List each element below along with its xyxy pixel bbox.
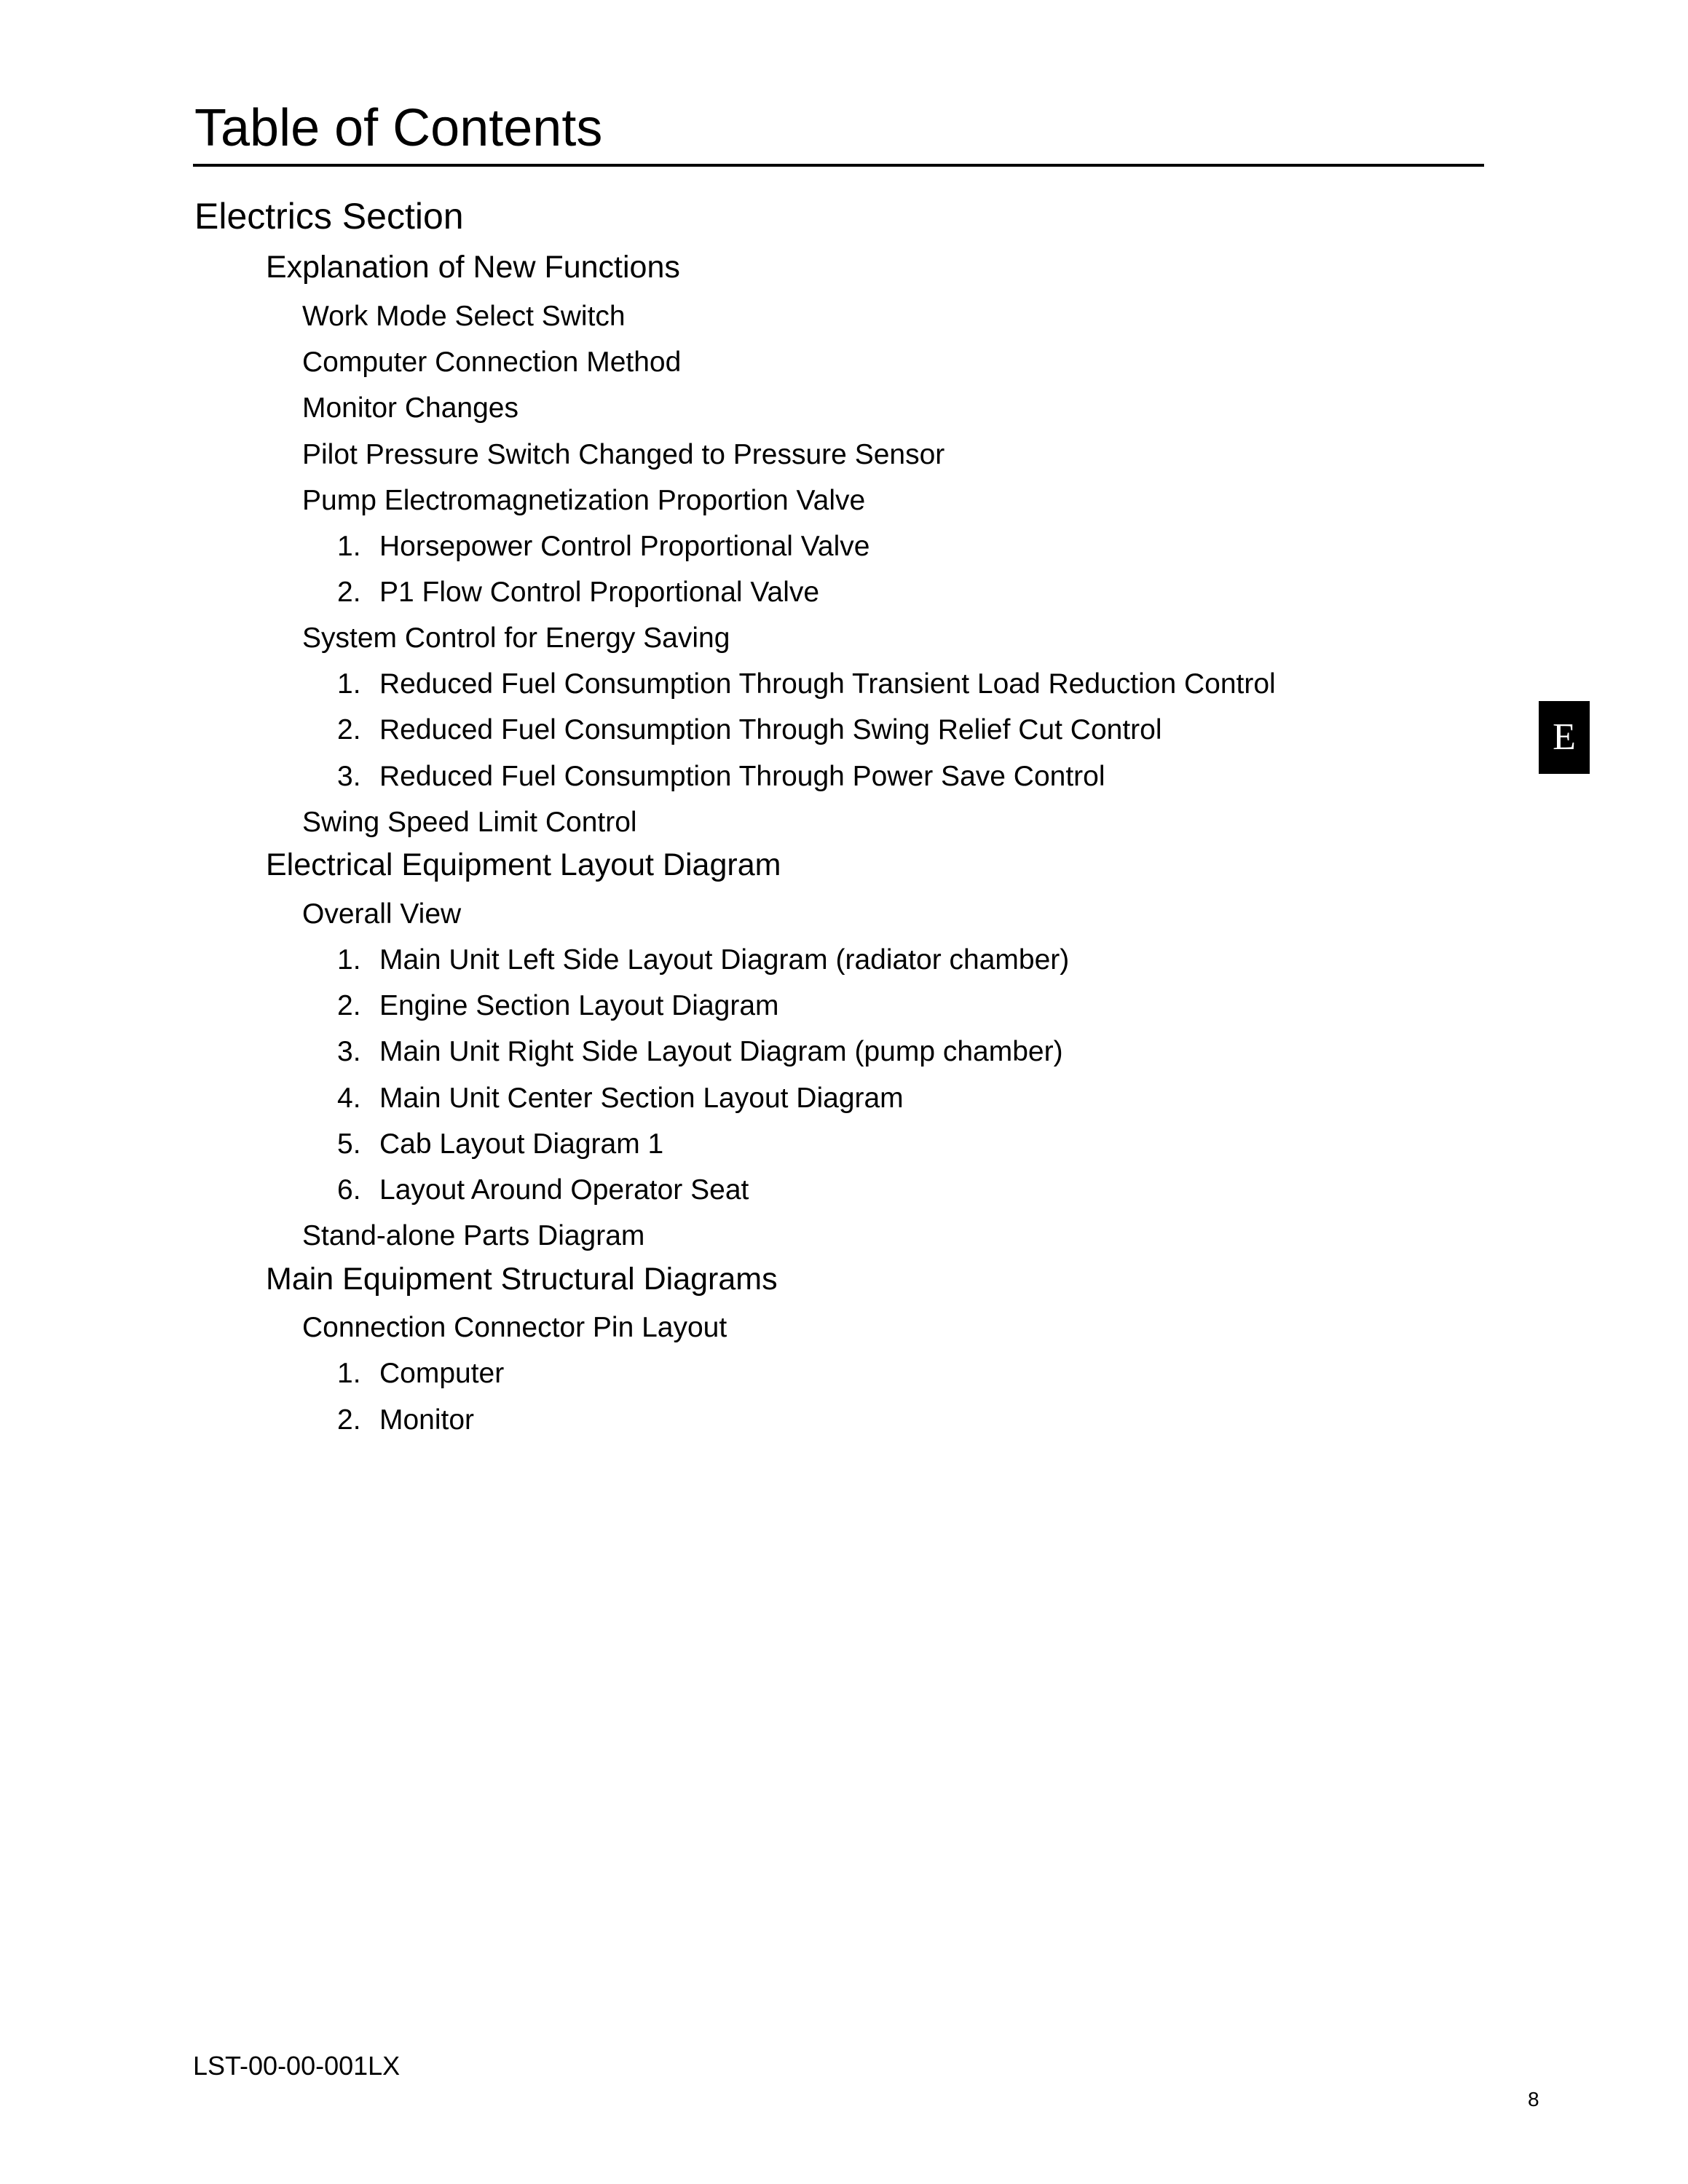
toc-entry[interactable] — [302, 302, 626, 331]
toc-entry-label: Main Equipment Structural Diagrams — [266, 1262, 778, 1297]
toc-entry-label: Computer Connection Method — [302, 347, 682, 378]
toc-entry[interactable] — [337, 532, 869, 561]
toc-entry-label: Overall View — [302, 898, 462, 930]
toc-entry-label: Main Unit Center Section Layout Diagram — [379, 1083, 904, 1114]
toc-entry-number: 2. — [337, 1404, 361, 1436]
toc-entry-label: Engine Section Layout Diagram — [379, 990, 779, 1021]
page-number: 8 — [1528, 2088, 1539, 2110]
toc-entry-label: System Control for Energy Saving — [302, 622, 730, 654]
toc-entry-label: Connection Connector Pin Layout — [302, 1312, 727, 1343]
toc-entry-label: Layout Around Operator Seat — [379, 1174, 749, 1206]
toc-entry-label: Monitor Changes — [302, 392, 518, 424]
toc-entry[interactable] — [302, 1313, 727, 1342]
toc-entry[interactable] — [302, 1222, 644, 1250]
toc-entry-number: 2. — [337, 990, 361, 1021]
toc-entry[interactable] — [302, 394, 518, 422]
toc-entry[interactable] — [302, 808, 637, 836]
page-title: Table of Contents — [194, 99, 603, 157]
section-tab-marker: E — [1539, 701, 1590, 774]
toc-entry-label: Pump Electromagnetization Proportion Valve — [302, 485, 866, 516]
toc-entry-number: 4. — [337, 1083, 361, 1114]
toc-entry[interactable] — [266, 1264, 778, 1295]
toc-entry-label: Horsepower Control Proportional Valve — [379, 531, 870, 562]
toc-entry-number: 1. — [337, 668, 361, 700]
toc-entry-label: Reduced Fuel Consumption Through Power Save Control — [379, 761, 1105, 792]
toc-entry-label: Main Unit Right Side Layout Diagram (pump chamber) — [379, 1036, 1063, 1067]
toc-entry-label: Reduced Fuel Consumption Through Swing Relief Cut Control — [379, 714, 1162, 745]
toc-entry[interactable] — [302, 440, 944, 469]
toc-entry[interactable] — [337, 1037, 1063, 1066]
toc-entry[interactable] — [194, 196, 464, 237]
toc-entry-label: Monitor — [379, 1404, 475, 1436]
toc-entry-label: Work Mode Select Switch — [302, 301, 626, 332]
toc-entry[interactable] — [337, 762, 1105, 791]
toc-entry[interactable] — [302, 624, 730, 652]
toc-entry-label: Pilot Pressure Switch Changed to Pressure Sensor — [302, 439, 945, 470]
toc-entry[interactable] — [266, 847, 781, 882]
toc-entry[interactable] — [337, 1084, 904, 1112]
toc-entry[interactable] — [302, 486, 865, 515]
toc-entry[interactable] — [337, 1176, 749, 1204]
toc-entry-number: 5. — [337, 1128, 361, 1160]
toc-entry-label: Swing Speed Limit Control — [302, 807, 637, 838]
toc-entry-number: 2. — [337, 714, 361, 745]
toc-entry[interactable] — [337, 946, 1069, 974]
toc-entry-number: 1. — [337, 944, 361, 976]
toc-entry-label: Stand-alone Parts Diagram — [302, 1220, 645, 1251]
toc-entry-label: Electrics Section — [194, 196, 464, 237]
toc-entry-number: 1. — [337, 531, 361, 562]
toc-entry[interactable] — [337, 716, 1162, 744]
toc-entry-label: Reduced Fuel Consumption Through Transient Load Reduction Control — [379, 668, 1276, 700]
toc-entry[interactable] — [337, 992, 779, 1020]
toc-entry-number: 3. — [337, 761, 361, 792]
toc-entry-label: Computer — [379, 1358, 505, 1389]
toc-entry-label: Explanation of New Functions — [266, 250, 680, 285]
toc-entry-label: P1 Flow Control Proportional Valve — [379, 577, 820, 608]
toc-entry-label: Main Unit Left Side Layout Diagram (radiator chamber) — [379, 944, 1070, 976]
toc-entry-label: Cab Layout Diagram 1 — [379, 1128, 664, 1160]
toc-entry[interactable] — [266, 252, 680, 283]
toc-entry-number: 3. — [337, 1036, 361, 1067]
toc-entry[interactable] — [337, 1130, 663, 1158]
toc-entry-number: 6. — [337, 1174, 361, 1206]
toc-entry-number: 2. — [337, 577, 361, 608]
toc-entry[interactable] — [337, 1406, 474, 1434]
toc-entry[interactable] — [337, 578, 819, 606]
toc-entry[interactable] — [337, 670, 1276, 698]
document-code: LST-00-00-001LX — [193, 2051, 401, 2081]
toc-entry-number: 1. — [337, 1358, 361, 1389]
toc-entry-label: Electrical Equipment Layout Diagram — [266, 847, 781, 882]
toc-entry[interactable] — [337, 1359, 504, 1388]
toc-entry[interactable] — [302, 900, 461, 928]
toc-entry[interactable] — [302, 348, 681, 376]
